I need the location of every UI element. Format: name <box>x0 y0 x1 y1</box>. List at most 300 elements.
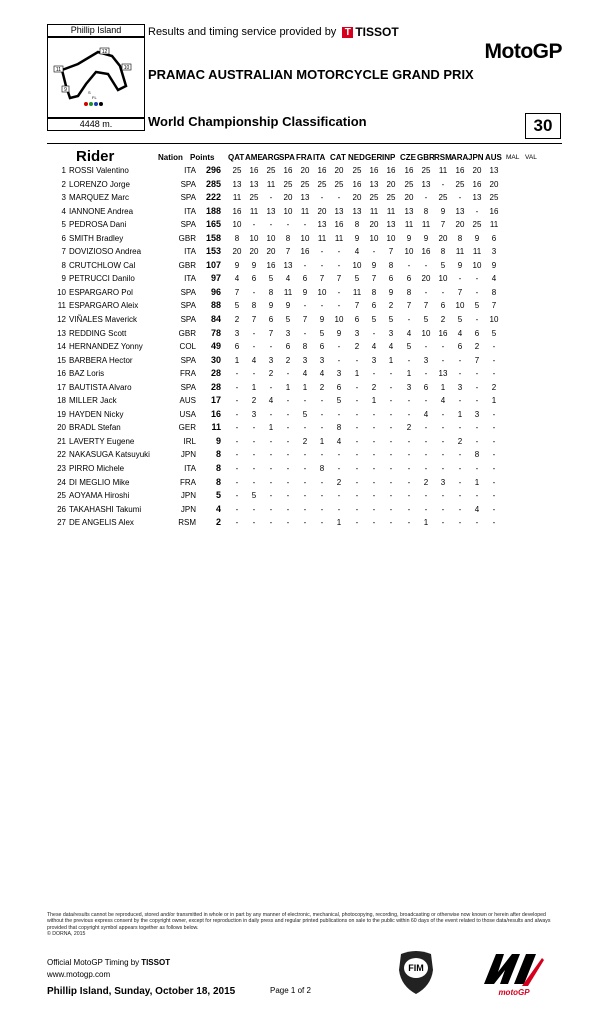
race-points-spa: - <box>286 477 290 487</box>
upcoming-column-header-val: VAL <box>525 154 537 161</box>
race-points-rsm: 7 <box>440 220 446 230</box>
race-points-ara: 3 <box>457 382 463 392</box>
race-column-header-ger: GER <box>365 153 383 162</box>
race-points-ame: 4 <box>251 355 257 365</box>
race-points-aus: 16 <box>489 206 499 216</box>
race-points-qat: - <box>235 436 239 446</box>
race-points-cat: - <box>337 464 341 474</box>
race-points-rsm: - <box>441 342 445 352</box>
race-points-jpn: 7 <box>474 355 480 365</box>
table-row <box>47 205 567 219</box>
rider-position: 2 <box>61 179 66 189</box>
race-points-arg: - <box>269 409 273 419</box>
race-points-inp: - <box>389 518 393 528</box>
race-points-ame: 6 <box>251 274 257 284</box>
rider-nation: GER <box>178 423 196 433</box>
disclaimer-text: These data/results cannot be reproduced, stored and/or transmitted in whole or in part by any manner of electronic, mechanical, photocopying, recording, broadcasting or otherwise now known or herein after developed without the previous express consent by the copyright owner, except for reproduction in daily press and regular printed publications on sale to the public within 60 days of the event related to those data/results and always provided that copyright symbol appears together as follows below. <box>47 912 551 931</box>
race-points-ger: - <box>372 450 376 460</box>
map-label-s: S <box>88 90 91 95</box>
race-points-fra: 9 <box>302 287 308 297</box>
race-points-ita: - <box>320 504 324 514</box>
race-points-cat: - <box>337 491 341 501</box>
race-column-header-gbr: GBR <box>417 153 435 162</box>
rider-name: REDDING Scott <box>69 328 127 338</box>
race-points-qat: 2 <box>234 315 240 325</box>
race-points-ger: - <box>372 247 376 257</box>
rider-position: 11 <box>57 301 66 311</box>
race-points-gbr: 8 <box>423 206 429 216</box>
rider-nation: RSM <box>178 518 196 528</box>
race-points-aus: 1 <box>491 396 497 406</box>
rider-points: 49 <box>210 341 221 352</box>
rider-nation: SPA <box>180 179 196 189</box>
race-points-ame: 16 <box>249 166 259 175</box>
event-title: PRAMAC AUSTRALIAN MOTORCYCLE GRAND PRIX <box>148 67 474 82</box>
race-points-rsm: - <box>441 409 445 419</box>
race-points-arg: - <box>269 464 273 474</box>
race-points-ara: 2 <box>457 436 463 446</box>
race-points-cze: - <box>407 436 411 446</box>
classification-title: World Championship Classification <box>148 114 367 129</box>
race-points-jpn: 13 <box>472 193 482 203</box>
race-points-aus: - <box>492 518 496 528</box>
rider-nation: GBR <box>178 328 196 338</box>
race-points-jpn: 4 <box>474 504 480 514</box>
race-points-fra: 5 <box>302 409 308 419</box>
race-points-ger: 20 <box>369 220 379 230</box>
race-points-ara: 8 <box>457 233 463 243</box>
race-points-qat: - <box>235 491 239 501</box>
race-points-qat: 1 <box>234 355 240 365</box>
race-points-ara: - <box>458 355 462 365</box>
race-points-qat: - <box>235 369 239 379</box>
race-points-jpn: 6 <box>474 328 480 338</box>
race-points-aus: 9 <box>491 260 497 270</box>
race-points-fra: - <box>303 396 307 406</box>
race-points-ned: - <box>355 396 359 406</box>
race-points-arg: 8 <box>268 287 274 297</box>
race-points-gbr: 5 <box>423 315 429 325</box>
race-points-cat: 6 <box>336 382 342 392</box>
race-points-cze: - <box>407 260 411 270</box>
race-points-cze: - <box>407 450 411 460</box>
rider-name: MILLER Jack <box>69 396 117 406</box>
race-points-fra: 4 <box>302 369 308 379</box>
race-points-jpn: 3 <box>474 409 480 419</box>
race-points-ara: - <box>458 396 462 406</box>
race-points-qat: 6 <box>234 342 240 352</box>
rider-position: 15 <box>57 355 66 365</box>
track-length: 4448 m. <box>47 118 145 131</box>
race-points-qat: 8 <box>234 233 240 243</box>
race-points-qat: - <box>235 423 239 433</box>
race-points-inp: - <box>389 436 393 446</box>
race-points-cze: 2 <box>406 423 412 433</box>
race-column-header-qat: QAT <box>228 153 245 162</box>
rider-points: 165 <box>205 219 221 230</box>
race-points-cze: - <box>407 409 411 419</box>
copyright: © DORNA, 2015 <box>47 931 86 938</box>
race-points-ita: 20 <box>317 206 327 216</box>
race-points-ger: 2 <box>371 382 377 392</box>
rider-points: 96 <box>210 286 221 297</box>
table-row <box>47 245 567 259</box>
race-points-jpn: - <box>475 436 479 446</box>
race-points-ame: 2 <box>251 396 257 406</box>
table-row <box>47 178 567 192</box>
rider-name: DE ANGELIS Alex <box>69 518 134 528</box>
rider-points: 8 <box>215 476 221 487</box>
race-points-ame: - <box>252 477 256 487</box>
rider-name: LAVERTY Eugene <box>69 436 135 446</box>
race-points-rsm: 3 <box>440 477 446 487</box>
race-column-header-cze: CZE <box>400 153 416 162</box>
rider-name: AOYAMA Hiroshi <box>69 491 130 501</box>
rider-position: 12 <box>57 315 66 325</box>
race-points-fra: - <box>303 450 307 460</box>
race-points-ned: 9 <box>354 233 360 243</box>
table-row <box>47 191 567 205</box>
race-points-fra: - <box>303 518 307 528</box>
tissot-wordmark: TISSOT <box>355 25 399 39</box>
race-points-arg: - <box>269 342 273 352</box>
race-points-ita: 5 <box>319 328 325 338</box>
race-points-inp: - <box>389 409 393 419</box>
race-points-cze: 25 <box>404 179 414 189</box>
race-points-cat: - <box>337 355 341 365</box>
table-row <box>47 516 567 530</box>
table-row <box>47 489 567 503</box>
race-points-gbr: 3 <box>423 355 429 365</box>
race-points-cat: - <box>337 193 341 203</box>
rider-nation: ITA <box>184 274 196 284</box>
race-points-fra: - <box>303 423 307 433</box>
motogp-logo-icon <box>478 946 548 998</box>
race-points-ned: - <box>355 436 359 446</box>
rider-nation: ITA <box>184 247 196 257</box>
table-row <box>47 218 567 232</box>
rider-points: 30 <box>210 354 221 365</box>
race-points-spa: - <box>286 450 290 460</box>
rider-nation: COL <box>179 342 196 352</box>
rider-name: MARQUEZ Marc <box>69 193 129 203</box>
race-points-rsm: - <box>441 518 445 528</box>
race-points-ger: - <box>372 436 376 446</box>
race-points-ita: 16 <box>317 166 327 175</box>
race-points-ned: 1 <box>354 369 360 379</box>
rider-nation: SPA <box>180 287 196 297</box>
race-column-header-ned: NED <box>348 153 365 162</box>
race-points-fra: - <box>303 464 307 474</box>
race-points-ame: 5 <box>251 491 257 501</box>
race-points-rsm: 5 <box>440 260 446 270</box>
race-points-ara: - <box>458 477 462 487</box>
race-points-ita: - <box>320 193 324 203</box>
race-points-ita: - <box>320 409 324 419</box>
race-points-cze: 9 <box>406 233 412 243</box>
race-points-qat: - <box>235 450 239 460</box>
race-points-inp: 3 <box>388 328 394 338</box>
race-points-rsm: - <box>441 491 445 501</box>
race-points-arg: 20 <box>266 247 276 257</box>
rider-points: 28 <box>210 381 221 392</box>
race-points-cze: - <box>407 355 411 365</box>
race-points-spa: - <box>286 369 290 379</box>
race-points-ita: - <box>320 450 324 460</box>
race-points-cat: 13 <box>334 206 344 216</box>
rider-nation: JPN <box>180 504 196 514</box>
race-points-ned: - <box>355 450 359 460</box>
race-points-rsm: - <box>441 179 445 189</box>
race-points-ger: 3 <box>371 355 377 365</box>
rider-position: 10 <box>57 287 66 297</box>
race-points-ger: - <box>372 423 376 433</box>
race-points-gbr: - <box>424 464 428 474</box>
race-points-ned: - <box>355 518 359 528</box>
rider-position: 19 <box>57 409 66 419</box>
race-points-ger: - <box>372 464 376 474</box>
race-points-ara: - <box>458 464 462 474</box>
rider-nation: JPN <box>180 450 196 460</box>
table-header <box>47 148 567 164</box>
race-points-ger: 13 <box>369 179 379 189</box>
race-points-ita: 11 <box>317 233 327 243</box>
race-points-cat: 5 <box>336 396 342 406</box>
race-points-cze: 16 <box>404 166 414 175</box>
race-points-fra: - <box>303 477 307 487</box>
race-points-spa: 16 <box>283 166 293 175</box>
race-points-fra: - <box>303 301 307 311</box>
race-points-rsm: 16 <box>438 328 448 338</box>
race-points-fra: - <box>303 260 307 270</box>
rider-points: 9 <box>215 435 221 446</box>
race-points-ara: 11 <box>455 247 465 257</box>
race-points-inp: 1 <box>388 355 394 365</box>
race-points-aus: - <box>492 491 496 501</box>
race-points-qat: 4 <box>234 274 240 284</box>
race-points-ame: - <box>252 450 256 460</box>
disclaimer <box>47 912 557 938</box>
rider-name: IANNONE Andrea <box>69 206 134 216</box>
race-points-ger: 25 <box>369 193 379 203</box>
rider-name: TAKAHASHI Takumi <box>69 504 142 514</box>
rider-points: 188 <box>205 205 221 216</box>
rider-name: BAZ Loris <box>69 369 105 379</box>
rider-points: 296 <box>205 165 221 175</box>
race-points-jpn: 10 <box>472 260 482 270</box>
race-points-ned: 3 <box>354 328 360 338</box>
race-points-ara: - <box>458 518 462 528</box>
race-points-ned: 13 <box>352 206 362 216</box>
rider-name: BRADL Stefan <box>69 423 121 433</box>
race-column-header-inp: INP <box>382 153 396 162</box>
race-points-cze: 20 <box>404 193 414 203</box>
race-points-ger: 9 <box>371 260 377 270</box>
race-points-arg: - <box>269 450 273 460</box>
race-points-inp: - <box>389 491 393 501</box>
race-points-inp: 20 <box>386 179 396 189</box>
race-points-inp: 11 <box>386 206 396 216</box>
table-row <box>47 448 567 462</box>
rider-name: BAUTISTA Alvaro <box>69 382 132 392</box>
map-label-11: 11 <box>55 67 62 73</box>
race-points-ame: 13 <box>249 179 259 189</box>
race-points-arg: 4 <box>268 396 274 406</box>
race-points-ita: 2 <box>319 382 325 392</box>
race-points-gbr: - <box>424 342 428 352</box>
race-points-spa: - <box>286 504 290 514</box>
race-column-header-arg: ARG <box>262 153 280 162</box>
race-points-cat: 8 <box>336 423 342 433</box>
race-points-jpn: 25 <box>472 220 482 230</box>
race-points-inp: 4 <box>388 342 394 352</box>
race-points-jpn: - <box>475 382 479 392</box>
race-column-header-jpn: JPN <box>468 153 484 162</box>
race-points-ned: - <box>355 504 359 514</box>
race-points-ame: - <box>252 518 256 528</box>
race-points-cat: - <box>337 260 341 270</box>
race-column-header-fra: FRA <box>296 153 313 162</box>
race-points-ger: 16 <box>369 166 379 175</box>
race-points-qat: - <box>235 464 239 474</box>
race-points-qat: - <box>235 504 239 514</box>
race-points-aus: - <box>492 409 496 419</box>
table-row <box>47 272 567 286</box>
rider-nation: GBR <box>178 233 196 243</box>
tissot-cross-icon: T <box>342 27 353 38</box>
rider-points: 8 <box>215 449 221 460</box>
table-row <box>47 476 567 490</box>
race-points-ita: 3 <box>319 355 325 365</box>
rider-name: ESPARGARO Aleix <box>69 301 139 311</box>
rider-position: 27 <box>57 518 66 528</box>
race-points-spa: - <box>286 518 290 528</box>
race-points-qat: 7 <box>234 287 240 297</box>
race-points-arg: - <box>269 382 273 392</box>
race-column-header-cat: CAT <box>330 153 346 162</box>
timing-credit <box>148 25 399 39</box>
race-points-cze: - <box>407 504 411 514</box>
rider-nation: GBR <box>178 260 196 270</box>
race-points-spa: 11 <box>283 287 293 297</box>
rider-nation: SPA <box>180 220 196 230</box>
rider-name: ROSSI Valentino <box>69 166 129 175</box>
race-points-aus: 4 <box>491 274 497 284</box>
race-points-ara: - <box>458 450 462 460</box>
race-points-ita: 10 <box>317 287 327 297</box>
rider-points: 222 <box>205 192 221 203</box>
race-points-ita: - <box>320 396 324 406</box>
race-points-rsm: 10 <box>438 274 448 284</box>
sector-green-icon <box>89 102 93 106</box>
race-points-aus: 3 <box>491 247 497 257</box>
race-points-ame: - <box>252 464 256 474</box>
race-points-rsm: - <box>441 464 445 474</box>
race-points-rsm: 8 <box>440 247 446 257</box>
table-row <box>47 462 567 476</box>
rider-nation: FRA <box>180 369 196 379</box>
race-points-ara: 5 <box>457 315 463 325</box>
race-points-arg: - <box>269 436 273 446</box>
race-points-qat: - <box>235 409 239 419</box>
race-points-jpn: 1 <box>474 477 480 487</box>
race-points-qat: - <box>235 396 239 406</box>
circuit-name: Phillip Island <box>47 24 145 37</box>
race-column-header-aus: AUS <box>485 153 502 162</box>
race-points-ara: 7 <box>457 287 463 297</box>
map-label-9: 9 <box>64 87 67 93</box>
race-points-spa: 4 <box>285 274 291 284</box>
race-points-gbr: - <box>424 436 428 446</box>
race-points-fra: 3 <box>302 355 308 365</box>
race-points-rsm: - <box>441 287 445 297</box>
race-points-ger: 7 <box>371 274 377 284</box>
race-points-aus: - <box>492 504 496 514</box>
rider-name: PETRUCCI Danilo <box>69 274 135 284</box>
race-points-jpn: - <box>475 423 479 433</box>
race-points-ned: 4 <box>354 247 360 257</box>
race-points-inp: - <box>389 382 393 392</box>
race-points-fra: 16 <box>300 247 310 257</box>
race-points-ned: 16 <box>352 179 362 189</box>
race-points-spa: 5 <box>285 315 291 325</box>
race-points-cat: 16 <box>334 220 344 230</box>
race-points-arg: 9 <box>268 301 274 311</box>
race-points-spa: 8 <box>285 233 291 243</box>
race-points-ned: 20 <box>352 193 362 203</box>
race-points-jpn: - <box>475 464 479 474</box>
table-row <box>47 340 567 354</box>
race-points-arg: 25 <box>266 166 276 175</box>
official-timing-brand: TISSOT <box>141 958 171 967</box>
race-points-spa: - <box>286 423 290 433</box>
race-points-inp: - <box>389 450 393 460</box>
race-points-fra: 6 <box>302 274 308 284</box>
race-points-arg: 6 <box>268 315 274 325</box>
race-points-gbr: - <box>424 260 428 270</box>
table-row <box>47 421 567 435</box>
rider-name: ESPARGARO Pol <box>69 287 133 297</box>
rider-name: PIRRO Michele <box>69 464 125 474</box>
race-points-qat: - <box>235 477 239 487</box>
rider-position: 9 <box>61 274 66 284</box>
race-points-fra: - <box>303 491 307 501</box>
race-points-inp: 25 <box>386 193 396 203</box>
race-points-inp: 13 <box>386 220 396 230</box>
race-points-cat: 3 <box>336 369 342 379</box>
race-points-cze: - <box>407 477 411 487</box>
race-points-cze: - <box>407 491 411 501</box>
race-points-gbr: - <box>424 396 428 406</box>
race-points-jpn: - <box>475 315 479 325</box>
page-indicator: Page 1 of 2 <box>270 986 311 995</box>
race-points-jpn: - <box>475 491 479 501</box>
website-url: www.motogp.com <box>47 970 111 979</box>
race-points-cze: 3 <box>406 382 412 392</box>
race-points-ara: 25 <box>455 179 465 189</box>
race-points-inp: - <box>389 369 393 379</box>
race-points-ger: 6 <box>371 301 377 311</box>
race-points-cze: 7 <box>406 301 412 311</box>
race-points-gbr: 9 <box>423 233 429 243</box>
race-points-arg: 16 <box>266 260 276 270</box>
race-points-rsm: 20 <box>438 233 448 243</box>
table-row <box>47 313 567 327</box>
race-points-rsm: - <box>441 504 445 514</box>
location-date: Phillip Island, Sunday, October 18, 2015 <box>47 986 236 997</box>
race-points-inp: - <box>389 477 393 487</box>
race-points-ame: 3 <box>251 409 257 419</box>
